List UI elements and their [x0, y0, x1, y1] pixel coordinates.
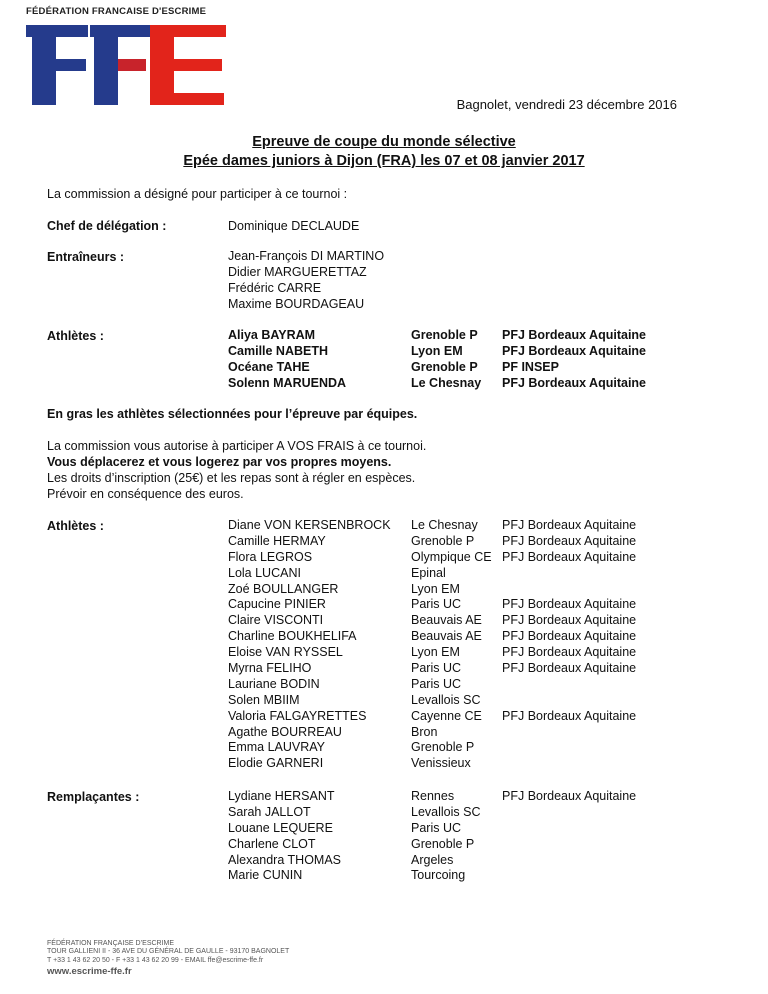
athlete-pole [502, 693, 636, 709]
substitute-name: Lydiane HERSANT [228, 789, 335, 803]
athlete-name: Aliya BAYRAM [228, 328, 316, 342]
athlete-club: Lyon EM [411, 581, 460, 596]
own-cost-line-1: La commission vous autorise à participer A VOS FRAIS à ce tournoi. [47, 439, 427, 453]
athlete-pole [502, 725, 636, 741]
athlete-pole: PFJ Bordeaux Aquitaine [502, 375, 647, 390]
athlete-pole: PFJ Bordeaux Aquitaine [502, 629, 637, 644]
athletes-poles [502, 518, 636, 772]
athlete-club: Paris UC [411, 597, 462, 612]
athlete-pole: PFJ Bordeaux Aquitaine [502, 328, 647, 342]
athletes-clubs [411, 518, 492, 772]
footer-address: TOUR GALLIENI II - 36 AVE DU GÉNÉRAL DE GAULLE - 93170 BAGNOLET [47, 948, 290, 955]
athlete-club: Venissieux [411, 756, 471, 771]
athlete-club: Cayenne CE [411, 708, 482, 723]
selected-athletes-label: Athlètes : [47, 329, 104, 343]
footer-website-link[interactable]: www.escrime-ffe.fr [47, 966, 132, 977]
athlete-name: Valoria FALGAYRETTES [228, 708, 367, 723]
substitute-pole: PFJ Bordeaux Aquitaine [502, 789, 637, 803]
athlete-club: Lyon EM [411, 645, 460, 660]
athlete-pole: PFJ Bordeaux Aquitaine [502, 549, 637, 564]
athlete-pole [502, 677, 636, 693]
athlete-club: Grenoble P [411, 359, 478, 374]
substitute-club: Grenoble P [411, 836, 475, 851]
intro-text: La commission a désigné pour participer à ce tournoi : [47, 187, 348, 201]
footer-contact: T +33 1 43 62 20 50 - F +33 1 43 62 20 99 - EMAIL ffe@escrime-ffe.fr [47, 957, 264, 964]
coaches-list [228, 249, 384, 313]
federation-name: FÉDÉRATION FRANCAISE D'ESCRIME [26, 6, 207, 17]
substitute-name: Alexandra THOMAS [228, 852, 342, 867]
athlete-pole: PFJ Bordeaux Aquitaine [502, 518, 637, 532]
athlete-name: Océane TAHE [228, 359, 310, 374]
athlete-name: Myrna FELIHO [228, 661, 312, 676]
selected-clubs [411, 328, 481, 392]
athlete-pole [502, 582, 636, 598]
substitute-name: Louane LEQUERE [228, 820, 333, 835]
athlete-club: Grenoble P [411, 533, 475, 548]
athlete-pole: PFJ Bordeaux Aquitaine [502, 597, 637, 612]
substitutes-label: Remplaçantes : [47, 790, 140, 804]
athlete-pole: PFJ Bordeaux Aquitaine [502, 533, 637, 548]
athlete-pole: PFJ Bordeaux Aquitaine [502, 708, 637, 723]
athlete-name: Emma LAUVRAY [228, 740, 326, 755]
coach-name: Jean-François DI MARTINO [228, 249, 385, 263]
athlete-pole: PFJ Bordeaux Aquitaine [502, 661, 637, 676]
place-and-date: Bagnolet, vendredi 23 décembre 2016 [456, 97, 677, 112]
team-note: En gras les athlètes sélectionnées pour l’épreuve par équipes. [47, 407, 418, 421]
athlete-pole: PF INSEP [502, 359, 559, 374]
athletes-names [228, 518, 391, 772]
athlete-name: Agathe BOURREAU [228, 724, 342, 739]
substitute-club: Paris UC [411, 820, 462, 835]
substitute-club: Levallois SC [411, 804, 481, 819]
athlete-club: Beauvais AE [411, 613, 482, 628]
athlete-pole: PFJ Bordeaux Aquitaine [502, 645, 637, 660]
own-cost-line-3: Les droits d’inscription (25€) et les repas sont à régler en espèces. [47, 471, 416, 485]
substitutes-clubs [411, 789, 480, 884]
substitute-club: Rennes [411, 789, 455, 803]
substitutes-names [228, 789, 341, 884]
athlete-club: Bron [411, 724, 438, 739]
substitute-club: Argeles [411, 852, 454, 867]
substitute-club: Tourcoing [411, 868, 466, 883]
substitute-name: Sarah JALLOT [228, 804, 311, 819]
athlete-name: Lauriane BODIN [228, 676, 320, 691]
selected-poles [502, 328, 646, 392]
athlete-club: Levallois SC [411, 692, 481, 707]
athlete-club: Epinal [411, 565, 446, 580]
chef-name: Dominique DECLAUDE [228, 219, 360, 233]
substitute-pole [502, 868, 636, 884]
athlete-club: Le Chesnay [411, 375, 482, 390]
chef-label: Chef de délégation : [47, 219, 167, 233]
athlete-name: Camille NABETH [228, 343, 329, 358]
athlete-name: Flora LEGROS [228, 549, 313, 564]
substitute-pole [502, 853, 636, 869]
substitute-name: Charlene CLOT [228, 836, 316, 851]
athlete-club: Lyon EM [411, 343, 463, 358]
athlete-name: Zoé BOULLANGER [228, 581, 339, 596]
title-line-2: Epée dames juniors à Dijon (FRA) les 07 et 08 janvier 2017 [183, 153, 585, 169]
substitutes-poles [502, 789, 636, 884]
athletes-label: Athlètes : [47, 519, 104, 533]
own-cost-line-2: Vous déplacerez et vous logerez par vos propres moyens. [47, 455, 392, 469]
athlete-name: Solenn MARUENDA [228, 375, 347, 390]
athlete-name: Claire VISCONTI [228, 613, 324, 628]
coach-name: Maxime BOURDAGEAU [228, 296, 365, 311]
ffe-logo [26, 19, 236, 105]
athlete-name: Diane VON KERSENBROCK [228, 518, 391, 532]
footer-org: FÉDÉRATION FRANÇAISE D’ESCRIME [47, 940, 175, 947]
athlete-pole [502, 566, 636, 582]
athlete-name: Charline BOUKHELIFA [228, 629, 357, 644]
athlete-name: Eloise VAN RYSSEL [228, 645, 343, 660]
athlete-club: Paris UC [411, 676, 462, 691]
substitute-pole [502, 805, 636, 821]
selected-names [228, 328, 346, 392]
athlete-pole [502, 740, 636, 756]
athlete-club: Olympique CE [411, 549, 492, 564]
athlete-club: Grenoble P [411, 740, 475, 755]
own-cost-line-4: Prévoir en conséquence des euros. [47, 487, 244, 501]
athlete-name: Elodie GARNERI [228, 756, 324, 771]
athlete-pole [502, 756, 636, 772]
athlete-name: Camille HERMAY [228, 533, 326, 548]
coach-name: Didier MARGUERETTAZ [228, 264, 367, 279]
athlete-name: Solen MBIIM [228, 692, 300, 707]
athlete-pole: PFJ Bordeaux Aquitaine [502, 343, 647, 358]
athlete-club: Le Chesnay [411, 518, 478, 532]
athlete-club: Grenoble P [411, 328, 478, 342]
coaches-label: Entraîneurs : [47, 250, 125, 264]
substitute-pole [502, 821, 636, 837]
title-line-1: Epreuve de coupe du monde sélective [252, 134, 516, 150]
athlete-name: Capucine PINIER [228, 597, 326, 612]
athlete-pole: PFJ Bordeaux Aquitaine [502, 613, 637, 628]
athlete-club: Beauvais AE [411, 629, 482, 644]
coach-name: Frédéric CARRE [228, 280, 322, 295]
substitute-pole [502, 837, 636, 853]
athlete-name: Lola LUCANI [228, 565, 301, 580]
athlete-club: Paris UC [411, 661, 462, 676]
substitute-name: Marie CUNIN [228, 868, 303, 883]
